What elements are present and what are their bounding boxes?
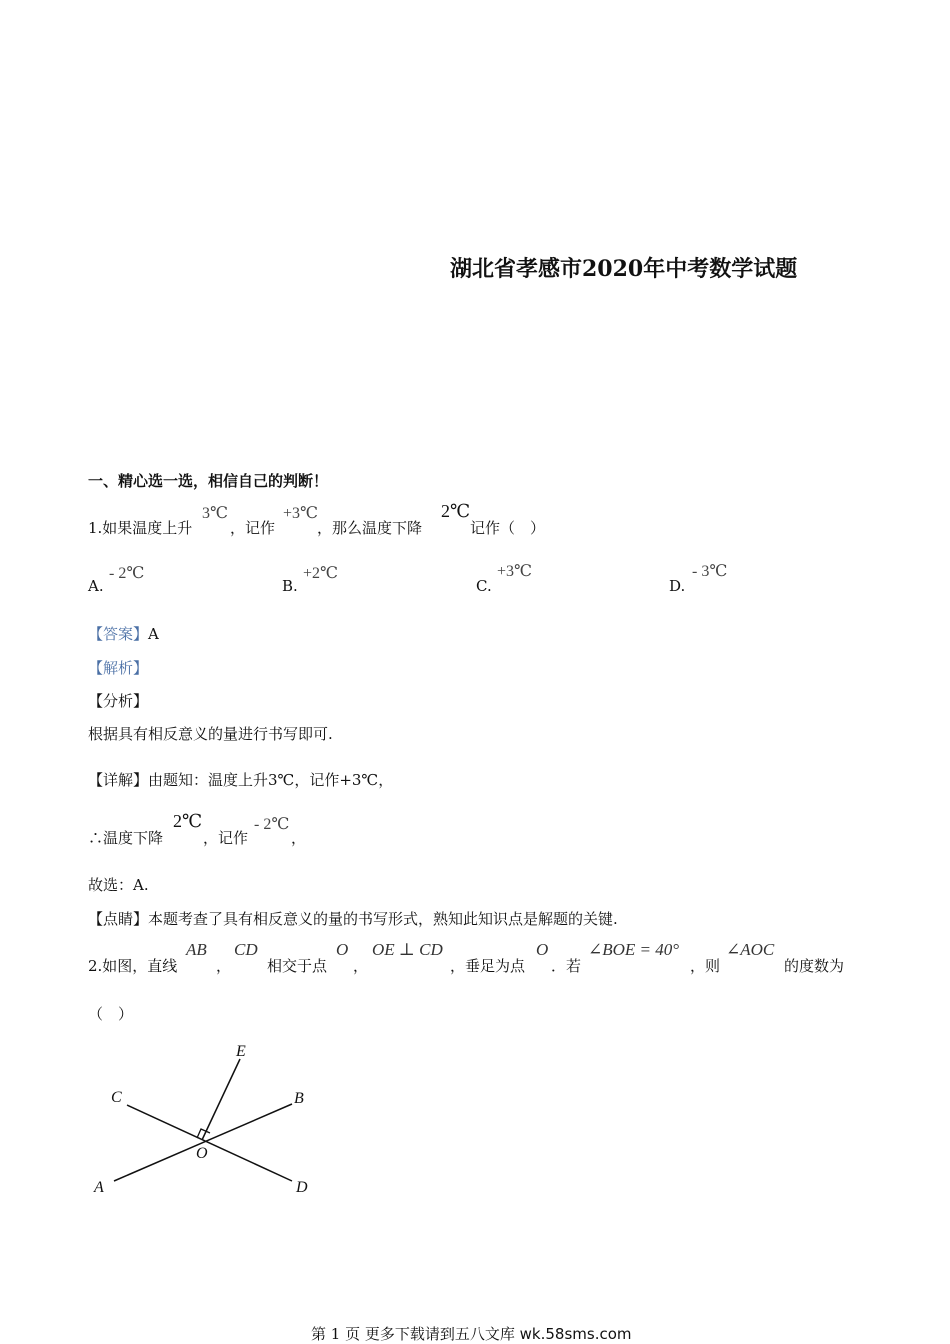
footer-text: 第 1 页 更多下载请到五八文库	[311, 1325, 515, 1343]
option-b-letter: B.	[282, 577, 298, 595]
q2-point-o1: O	[336, 940, 349, 959]
q1-prefix: 1.如果温度上升	[88, 519, 193, 537]
q1-value-rise: 3℃	[202, 505, 228, 522]
q2-prefix: 2.如图，直线	[88, 957, 178, 975]
option-d-value: - 3℃	[692, 563, 728, 580]
therefore-end: ，	[291, 829, 307, 847]
label-c: C	[111, 1089, 122, 1106]
q1-mid2: ，那么温度下降	[317, 519, 423, 537]
detail-text: 【详解】由题知：温度上升3℃，记作+3℃，	[88, 771, 394, 789]
ray-oe	[202, 1059, 240, 1140]
q2-text5: 的度数为	[784, 957, 845, 975]
q2-line-cd: CD	[234, 940, 258, 959]
option-c-value: +3℃	[497, 563, 532, 580]
choose-text: 故选：A.	[88, 876, 149, 894]
comment-text: 【点睛】本题考查了具有相反意义的量的书写形式，熟知此知识点是解题的关键.	[88, 910, 618, 928]
q2-text1: 相交于点	[267, 957, 328, 975]
q2-comma2: ，	[353, 957, 369, 975]
answer-tag: 【答案】	[88, 625, 149, 643]
section-heading: 一、精心选一选，相信自己的判断！	[88, 472, 329, 490]
q1-mid1: ，记作	[230, 519, 276, 537]
fenxi-text: 根据具有相反意义的量进行书写即可.	[88, 725, 333, 743]
fenxi-tag: 【分析】	[88, 692, 149, 710]
q2-paren: （ ）	[88, 1005, 134, 1023]
page-title: 湖北省孝感市2020年中考数学试题	[450, 256, 798, 282]
q2-line-ab: AB	[186, 940, 207, 959]
q2-comma1: ，	[216, 957, 232, 975]
label-d: D	[296, 1179, 308, 1196]
q2-text4: ，则	[690, 957, 721, 975]
label-a: A	[94, 1179, 104, 1196]
line-cd	[127, 1105, 292, 1181]
option-a-value: - 2℃	[109, 565, 145, 582]
page-footer	[311, 1323, 632, 1344]
therefore-value-fall: 2℃	[173, 811, 203, 831]
option-b-value: +2℃	[303, 565, 338, 582]
therefore-value-result: - 2℃	[254, 816, 290, 833]
q1-value-plus: +3℃	[283, 505, 318, 522]
q2-text3: ．若	[551, 957, 582, 975]
label-b: B	[294, 1090, 304, 1107]
option-d-letter: D.	[669, 577, 686, 595]
answer-value: A	[148, 625, 159, 643]
label-e: E	[236, 1043, 246, 1060]
geometry-figure	[80, 1035, 340, 1210]
analysis-tag: 【解析】	[88, 659, 149, 677]
q1-value-fall: 2℃	[441, 501, 471, 521]
label-o: O	[196, 1145, 208, 1162]
q2-text2: ，垂足为点	[450, 957, 526, 975]
therefore-mid: ，记作	[203, 829, 249, 847]
therefore-prefix: ∴温度下降	[88, 829, 164, 847]
q2-angle-aoc: ∠AOC	[726, 940, 775, 959]
q2-angle-boe: ∠BOE = 40°	[588, 940, 680, 959]
q1-suffix: 记作（ ）	[470, 519, 546, 537]
option-a-letter: A.	[88, 577, 104, 595]
option-c-letter: C.	[476, 577, 492, 595]
q2-perp: OE ⊥ CD	[372, 940, 443, 959]
footer-url[interactable]: wk.58sms.com	[519, 1325, 632, 1343]
q2-point-o2: O	[536, 940, 549, 959]
answer-line	[88, 623, 159, 644]
